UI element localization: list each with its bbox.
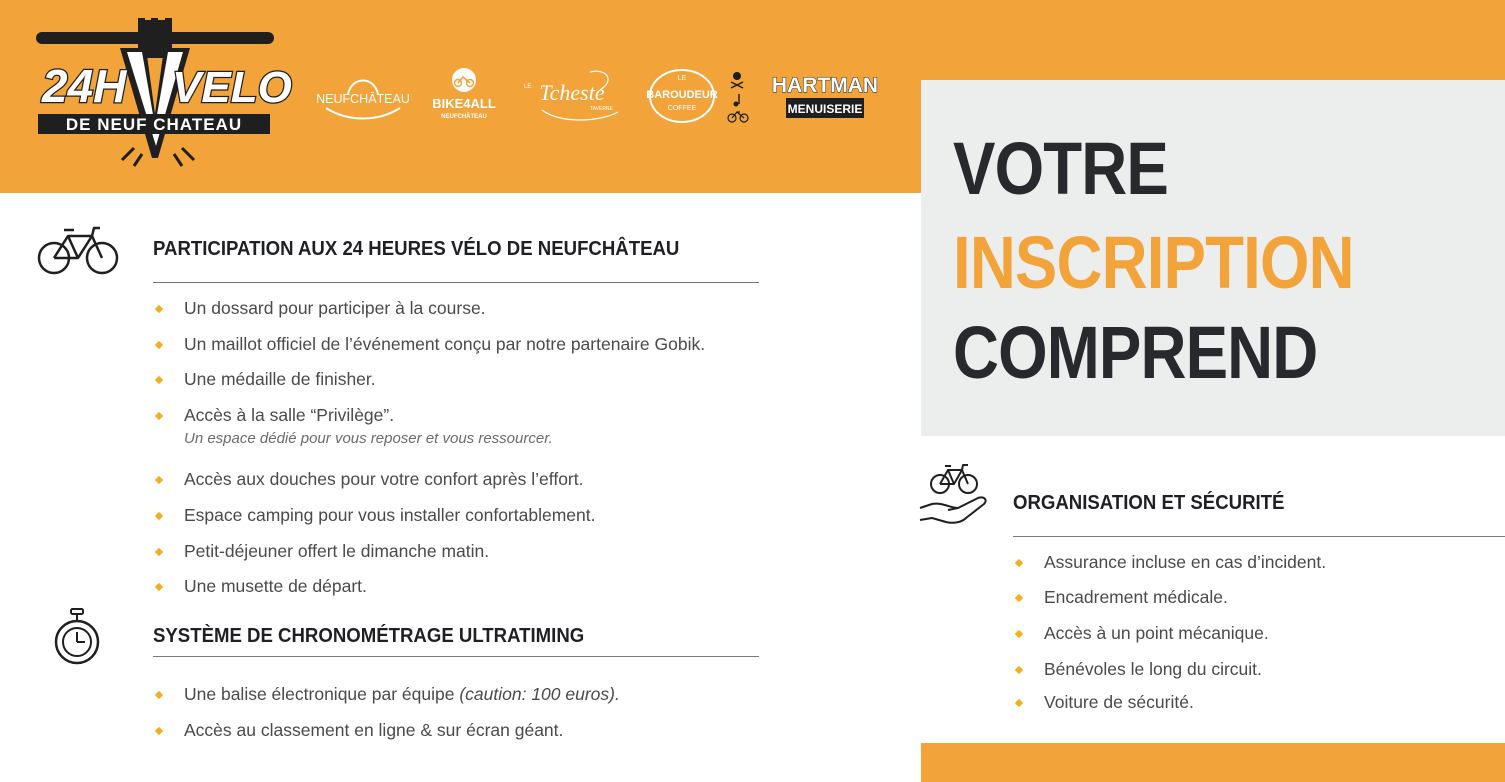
chrono-item-1: Une balise électronique par équipe (184, 684, 455, 704)
list-item: Une médaille de finisher. (153, 369, 705, 405)
privilege-label: Accès à la salle “Privilège”. (184, 405, 395, 425)
list-item: Assurance incluse en cas d’incident. (1013, 552, 1326, 587)
list-item: Bénévoles le long du circuit. (1013, 659, 1326, 692)
list-item: Une musette de départ. (153, 576, 705, 612)
skull-crossbones-icon (731, 72, 743, 88)
title-panel (921, 80, 1505, 436)
chrono-list (153, 684, 620, 756)
event-logo-line1: 24H (42, 60, 127, 112)
partner-bike4all-sub: NEUFCHÂTEAU (441, 114, 487, 120)
list-item: Accès au classement en ligne & sur écran géant. (153, 720, 620, 756)
participation-list (153, 298, 705, 612)
list-item: Un dossard pour participer à la course. (153, 298, 705, 334)
partner-baroudeur-text: BAROUDEUR (646, 89, 718, 101)
organisation-heading: ORGANISATION ET SÉCURITÉ (1013, 492, 1285, 514)
partner-tcheste-le: LE (524, 84, 532, 90)
list-item-privilege (153, 405, 705, 469)
privilege-note: Un espace dédié pour vous reposer et vous ressourcer. (184, 430, 553, 447)
list-item: Espace camping pour vous installer confortablement. (153, 505, 705, 541)
event-logo-line2: VELO (172, 63, 292, 112)
music-note-icon (734, 94, 740, 107)
chrono-item-1-caution: (caution: 100 euros). (459, 684, 620, 704)
partner-hartman-text: HARTMAN (771, 74, 879, 97)
partner-neufchateau-text: NEUFCHÂTEAU (316, 92, 410, 106)
partner-baroudeur-sub: COFFEE (667, 105, 697, 112)
partner-logo-tcheste (520, 66, 624, 124)
list-item: Encadrement médicale. (1013, 587, 1326, 623)
partner-hartman-sub: MENUISERIE (787, 102, 863, 116)
footer-band (921, 743, 1505, 782)
bicycle-icon (36, 224, 120, 276)
list-item (153, 684, 620, 720)
partner-baroudeur-le: LE (677, 75, 687, 82)
event-logo (34, 18, 292, 168)
partner-logo-bike4all (430, 66, 498, 122)
participation-rule (153, 282, 759, 283)
partner-bike4all-text: BIKE4ALL (432, 96, 496, 111)
participation-heading: PARTICIPATION AUX 24 HEURES VÉLO DE NEUFCHÂTEAU (153, 238, 680, 260)
chrono-heading: SYSTÈME DE CHRONOMÉTRAGE ULTRATIMING (153, 625, 585, 647)
partner-tcheste-text: Tcheste (539, 80, 605, 105)
list-item: Accès aux douches pour votre confort après l’effort. (153, 469, 705, 505)
stopwatch-icon (52, 608, 102, 666)
partner-logo-baroudeur (646, 66, 750, 126)
small-bicycle-icon (728, 112, 748, 122)
chrono-rule (153, 656, 759, 657)
title-line-2: INSCRIPTION (953, 221, 1354, 304)
list-item: Accès à un point mécanique. (1013, 623, 1326, 659)
partner-logo-neufchateau (318, 70, 408, 122)
partner-tcheste-sub: TAVERNE (590, 106, 613, 112)
title-line-3: COMPREND (953, 311, 1318, 394)
list-item: Un maillot officiel de l’événement conçu par notre partenaire Gobik. (153, 334, 705, 369)
organisation-rule (1013, 536, 1505, 537)
organisation-list (1013, 552, 1326, 728)
title-line-1: VOTRE (953, 127, 1168, 210)
partner-logo-hartman (772, 70, 878, 122)
hand-bicycle-icon (918, 462, 990, 526)
list-item: Voiture de sécurité. (1013, 692, 1326, 728)
list-item: Petit-déjeuner offert le dimanche matin. (153, 541, 705, 576)
event-logo-ribbon: DE NEUF CHATEAU (65, 115, 243, 134)
header-band-right (921, 0, 1505, 80)
